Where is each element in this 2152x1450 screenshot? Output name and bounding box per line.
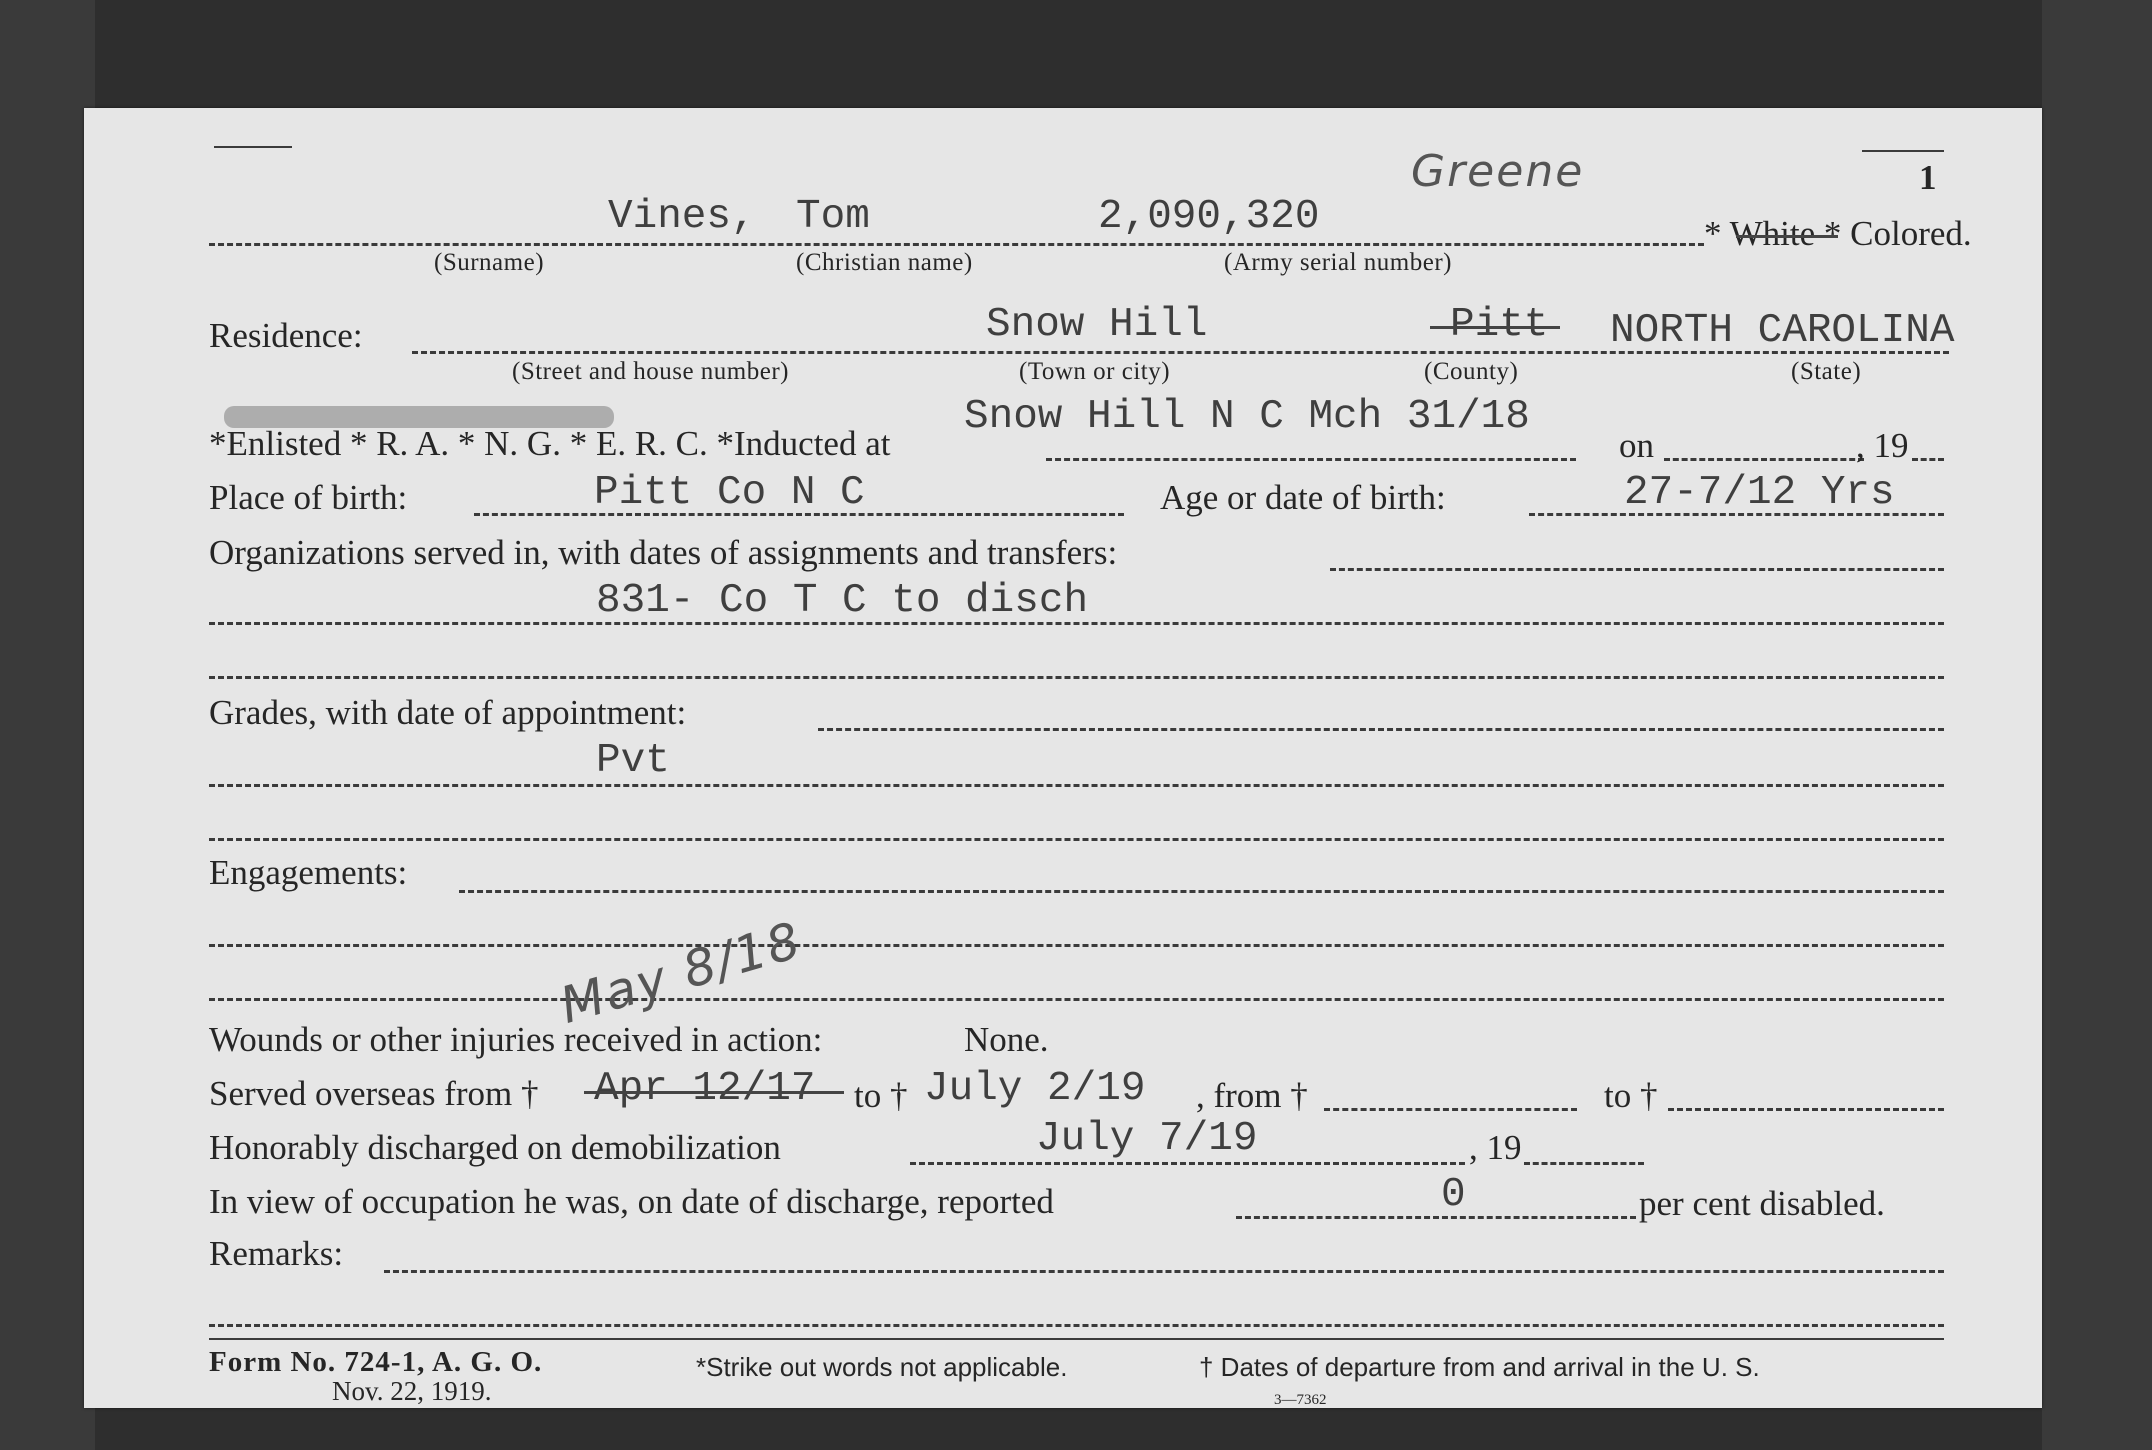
on-date-line [1664,458,1864,461]
engagements-line-2 [209,944,1944,947]
remarks-label: Remarks: [209,1234,344,1273]
overseas-from2-line [1324,1108,1577,1111]
overseas-from-label: Served overseas from † [209,1074,539,1113]
place-of-birth-label: Place of birth: [209,478,408,517]
organizations-line-2 [209,622,1944,625]
discharge-year-line [1524,1162,1644,1165]
on-label: on [1619,426,1654,465]
county-handwritten-note: Greene [1411,146,1585,197]
wounds-value: None. [964,1020,1049,1059]
place-of-birth-line [474,513,1124,516]
remarks-line-1 [384,1270,1944,1273]
engagements-line-1 [459,890,1944,893]
serial-number-caption: (Army serial number) [1224,249,1452,276]
white-strikethrough [1736,235,1838,238]
organizations-value: 831- Co T C to disch [596,578,1089,624]
age-line [1529,513,1944,516]
organizations-line-1 [1330,568,1944,571]
organizations-label: Organizations served in, with dates of assignments and transfers: [209,533,1118,572]
overseas-to-label: to † [854,1076,908,1115]
print-code: 3—7362 [1274,1392,1327,1408]
dates-note: † Dates of departure from and arrival in the U. S. [1199,1352,1760,1382]
disability-label: In view of occupation he was, on date of discharge, reported [209,1182,1054,1221]
remarks-line-2 [209,1324,1944,1327]
form-number: Form No. 724-1, A. G. O. [209,1346,543,1378]
overseas-to2-line [1668,1108,1944,1111]
inducted-at-line [1046,458,1576,461]
place-of-birth-value: Pitt Co N C [594,470,865,516]
engagements-label: Engagements: [209,853,408,892]
race-options: * White * Colored. [1704,214,1972,253]
residence-town-value: Snow Hill [986,302,1208,348]
top-left-rule [214,146,292,148]
christian-name-caption: (Christian name) [796,249,973,276]
year-19-label: , 19 [1856,426,1909,465]
service-record-card [84,108,2042,1408]
year-line [1912,458,1944,461]
overseas-to-value: July 2/19 [924,1066,1146,1112]
overseas-to2-label: to † [1604,1076,1658,1115]
discharge-value: July 7/19 [1036,1116,1258,1162]
footer-rule [209,1338,1944,1340]
enlistment-options: *Enlisted * R. A. * N. G. * E. R. C. *Inducted at [209,424,891,463]
discharge-line [910,1162,1465,1165]
disability-suffix: per cent disabled. [1639,1184,1885,1223]
top-right-rule [1862,150,1944,152]
grades-line-2 [209,784,1944,787]
grades-line-1 [818,728,1944,731]
grades-line-3 [209,838,1944,841]
name-row-line [209,243,1704,246]
surname-value: Vines, [608,194,756,240]
town-caption: (Town or city) [1019,358,1171,385]
organizations-line-3 [209,676,1944,679]
residence-state-value: NORTH CAROLINA [1610,308,1955,354]
grades-value: Pvt [596,738,670,784]
residence-label: Residence: [209,316,363,355]
overseas-from2-label: , from † [1196,1076,1308,1115]
engagements-line-3 [209,998,1944,1001]
card-number: 1 [1919,158,1937,197]
form-date: Nov. 22, 1919. [332,1376,492,1406]
overseas-from-strikethrough [584,1091,844,1094]
engagement-handwritten-note: May 8/18 [554,910,808,1035]
residence-county-struck: Pitt [1450,302,1549,348]
age-value: 27-7/12 Yrs [1624,470,1895,516]
disability-line [1236,1216,1636,1219]
christian-name-value: Tom [796,194,870,240]
scan-backdrop-left [0,0,95,1450]
overseas-from-struck-value: Apr 12/17 [594,1066,816,1112]
strike-out-note: *Strike out words not applicable. [696,1352,1068,1382]
county-strikethrough [1430,326,1560,329]
discharge-year-label: , 19 [1469,1128,1522,1167]
scan-backdrop-right [2042,0,2152,1450]
street-caption: (Street and house number) [512,358,790,385]
serial-number-value: 2,090,320 [1098,194,1320,240]
state-caption: (State) [1791,358,1862,385]
disability-value: 0 [1441,1172,1466,1218]
county-caption: (County) [1424,358,1519,385]
age-label: Age or date of birth: [1160,478,1446,517]
wounds-label: Wounds or other injuries received in action: [209,1020,823,1059]
surname-caption: (Surname) [434,249,545,276]
inducted-at-value: Snow Hill N C Mch 31/18 [964,394,1530,440]
discharge-label: Honorably discharged on demobilization [209,1128,781,1167]
grades-label: Grades, with date of appointment: [209,693,687,732]
